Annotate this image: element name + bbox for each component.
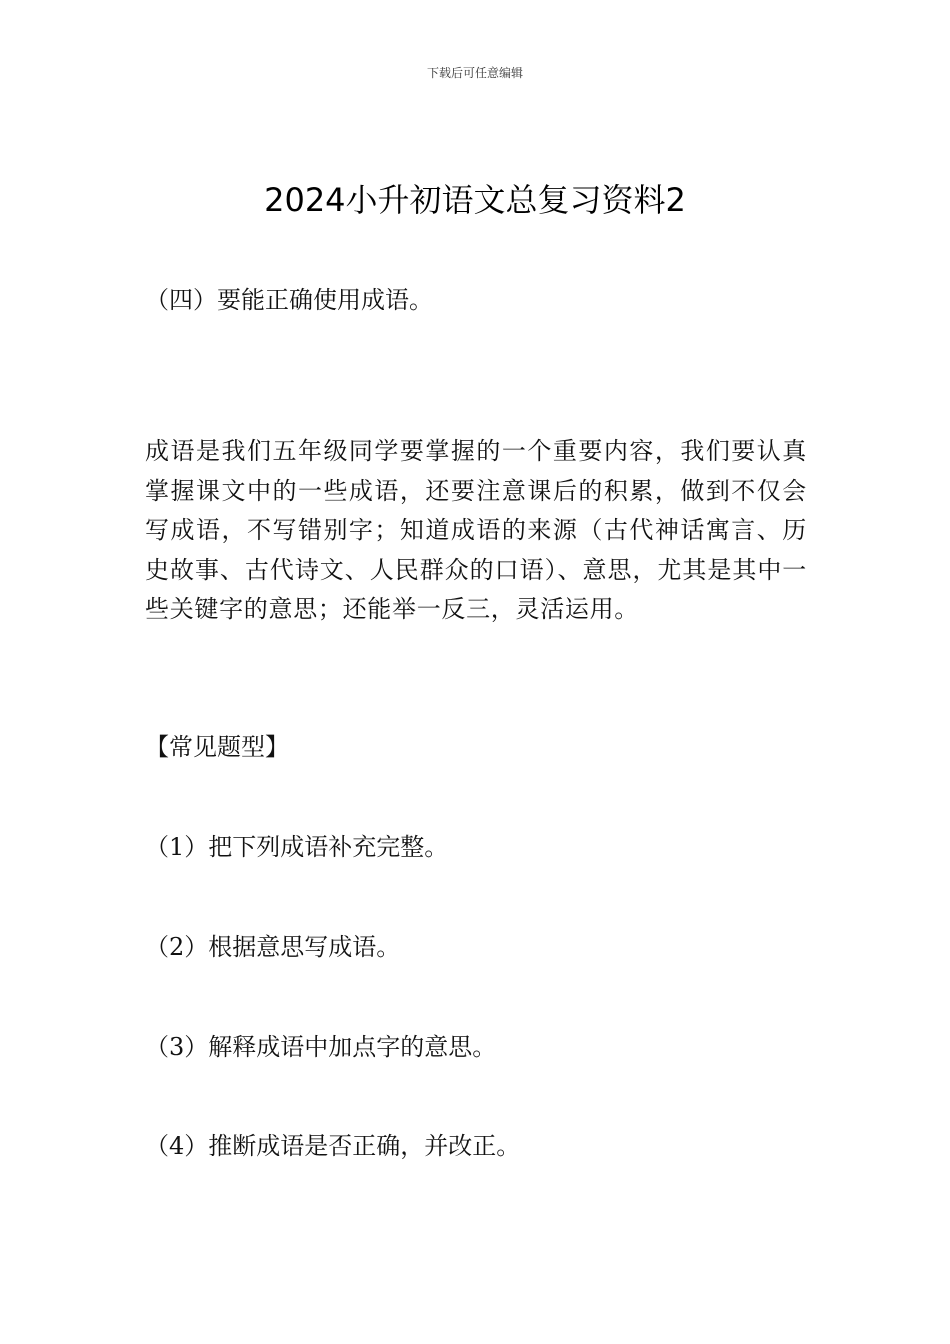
question-type-item-2: （2）根据意思写成语。 — [145, 933, 401, 961]
question-type-item-4: （4）推断成语是否正确，并改正。 — [145, 1132, 521, 1160]
question-types-heading: 【常见题型】 — [145, 733, 289, 761]
body-paragraph: 成语是我们五年级同学要掌握的一个重要内容，我们要认真掌握课文中的一些成语，还要注意课后的积累，做到不仅会写成语，不写错别字；知道成语的来源（古代神话寓言、历史故事、古代诗文、人民群众的口语）、意思，尤其是其中一些关键字的意思；还能举一反三，灵活运用。 — [145, 437, 807, 623]
question-type-item-1: （1）把下列成语补充完整。 — [145, 833, 449, 861]
page-header: 下载后可任意编辑 — [426, 66, 523, 80]
document-title: 2024小升初语文总复习资料2 — [264, 181, 686, 219]
section-heading: （四）要能正确使用成语。 — [145, 286, 433, 314]
question-type-item-3: （3）解释成语中加点字的意思。 — [145, 1033, 497, 1061]
